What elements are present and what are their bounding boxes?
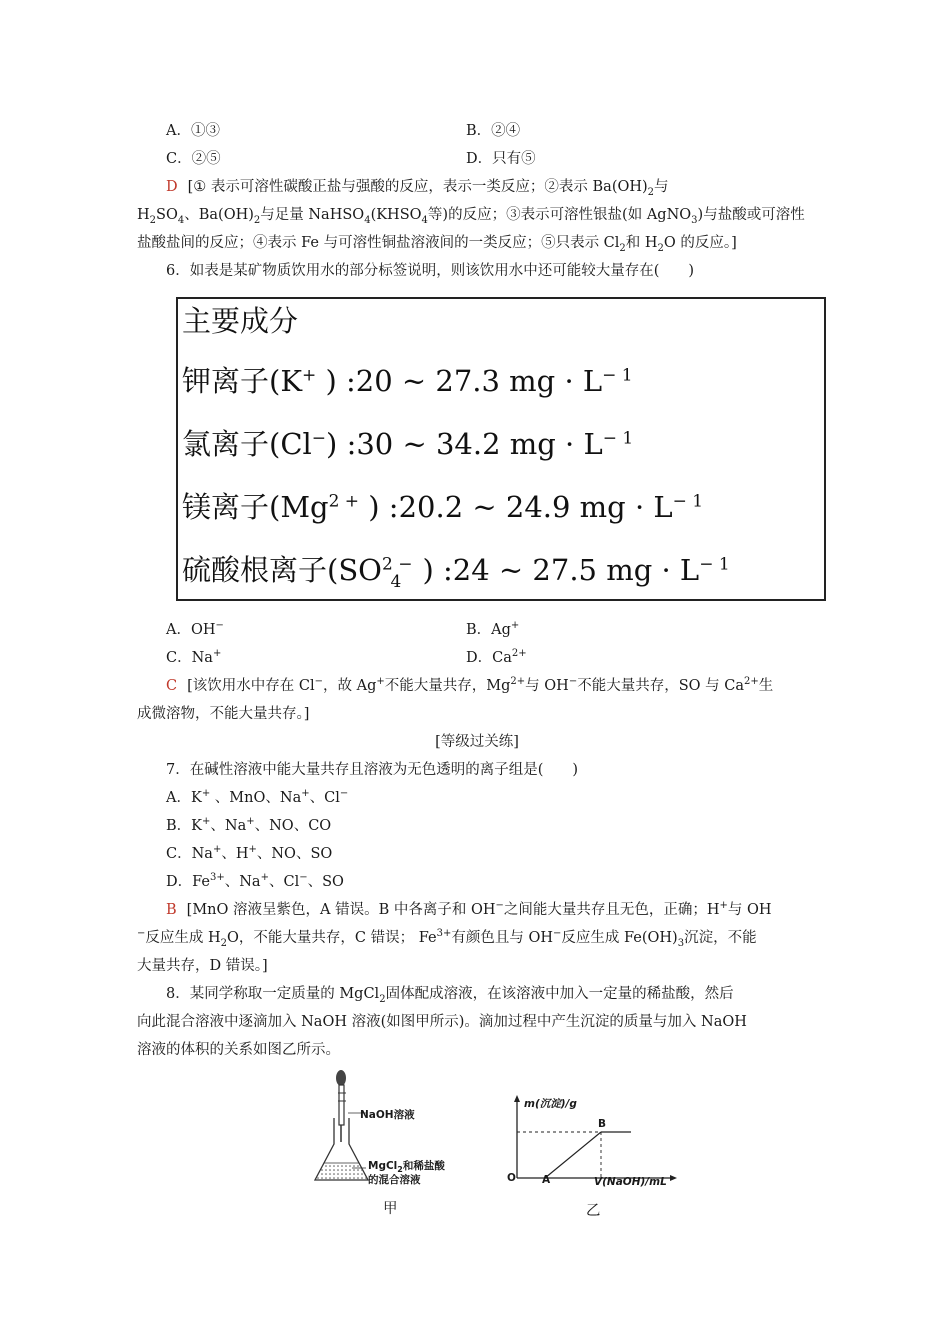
graph-point-a-label: A [542, 1174, 551, 1186]
q6-explanation-line-2: 成微溶物，不能大量共存。] [137, 706, 310, 722]
mixture-label-line-2: 的混合溶液 [368, 1174, 421, 1186]
q7-option-c: C．Na+、H+、NO、SO [166, 844, 333, 862]
q8-stem-line-1: 8．某同学称取一定质量的 MgCl$_2$固体配成溶液，在该溶液中加入一定量的稀盐酸，然后 [166, 986, 734, 1005]
section-title: [等级过关练] [435, 734, 519, 750]
q7-option-d: D．$Fe^{3+}$、Na+、Cl−、SO [166, 872, 344, 890]
q6-option-d: D．$Ca^{2+}$ [466, 648, 527, 666]
q6-option-a: A．OH− [166, 620, 224, 638]
mixture-label-line-1: MgCl$_2$和稀盐酸 [368, 1160, 445, 1175]
q7-explanation-line-1: B [MnO 溶液呈紫色，A 错误。B 中各离子和 OH−之间能大量共存且无色，正确；H+与 OH [166, 900, 772, 918]
naoh-solution-label: NaOH溶液 [360, 1109, 415, 1121]
q5-explanation-line-1: D [① 表示可溶性碳酸正盐与强酸的反应，表示一类反应；②表示 $Ba(OH)_2$与 [166, 179, 669, 198]
q7-option-b: B．K+、Na+、NO、CO [166, 816, 332, 834]
q6-answer: C [166, 678, 178, 694]
q5-option-a: A．①③ [166, 123, 220, 139]
graph-point-b-label: B [598, 1118, 607, 1130]
q5-option-b: B．②④ [466, 123, 521, 139]
q5-option-d: D．只有⑤ [466, 151, 536, 167]
label-row-magnesium: 镁离子($Mg^{2 +}$ ) :20.2 ~ 24.9 mg · $L^{- 1}$ [182, 490, 704, 524]
precipitate-line-ab [545, 1132, 601, 1178]
q8-stem-line-3: 溶液的体积的关系如图乙所示。 [137, 1042, 340, 1058]
q7-stem: 7．在碱性溶液中能大量共存且溶液为无色透明的离子组是( ) [166, 762, 579, 778]
q7-answer: B [166, 902, 177, 918]
graph-origin-label: O [507, 1172, 516, 1184]
q5-explanation-line-2: $H_2SO_4$、$Ba(OH)_2$与足量 $NaHSO_4(KHSO_4$等)的反应；③表示可溶性银盐(如 AgNO$_3$)与盐酸或可溶性 [137, 207, 805, 226]
q6-explanation-line-1: C [该饮用水中存在 Cl−，故 Ag+不能大量共存，$Mg^{2+}$与 OH−不能大量共存，SO 与 $Ca^{2+}$生 [166, 676, 774, 694]
q5-answer: D [166, 179, 178, 195]
q6-stem: 6．如表是某矿物质饮用水的部分标签说明，则该饮用水中还可能较大量存在( ) [166, 263, 695, 279]
figure-yi-caption: 乙 [586, 1203, 601, 1219]
q7-option-a: A．K+ 、MnO、Na+、Cl− [166, 788, 349, 806]
q6-option-c: C．Na+ [166, 648, 222, 666]
graph-y-label: m(沉淀)/g [524, 1098, 577, 1110]
graph-x-label: V(NaOH)/mL [594, 1176, 667, 1188]
q7-explanation-line-2: −反应生成 $H_2O$，不能大量共存，C 错误； $Fe^{3+}$有颜色且与 OH−反应生成 $Fe(OH)_3$沉淀，不能 [137, 928, 757, 949]
label-row-sulfate: 硫酸根离子($SO^{2 -}_4$ ) :24 ~ 27.5 mg · $L^{- 1}$ [182, 553, 730, 592]
q5-option-c: C．②⑤ [166, 151, 221, 167]
label-row-potassium: 钾离子(K+ ) :20 ~ 27.3 mg · $L^{- 1}$ [182, 364, 633, 398]
dropper-bulb-icon [336, 1070, 346, 1086]
figure-jia-caption: 甲 [383, 1201, 398, 1217]
q7-explanation-line-3: 大量共存，D 错误。] [137, 958, 268, 974]
mineral-water-label [176, 297, 826, 601]
label-row-chloride: 氯离子(Cl−) :30 ~ 34.2 mg · $L^{- 1}$ [182, 427, 634, 461]
q5-explanation-line-3: 盐酸盐间的反应；④表示 Fe 与可溶性铜盐溶液间的一类反应；⑤只表示 $Cl_2$和 $H_2O$ 的反应。] [137, 235, 737, 254]
q6-option-b: B．Ag+ [466, 620, 520, 638]
q8-stem-line-2: 向此混合溶液中逐滴加入 NaOH 溶液(如图甲所示)。滴加过程中产生沉淀的质量与加入 NaOH [137, 1014, 747, 1030]
label-title: 主要成分 [182, 304, 299, 338]
